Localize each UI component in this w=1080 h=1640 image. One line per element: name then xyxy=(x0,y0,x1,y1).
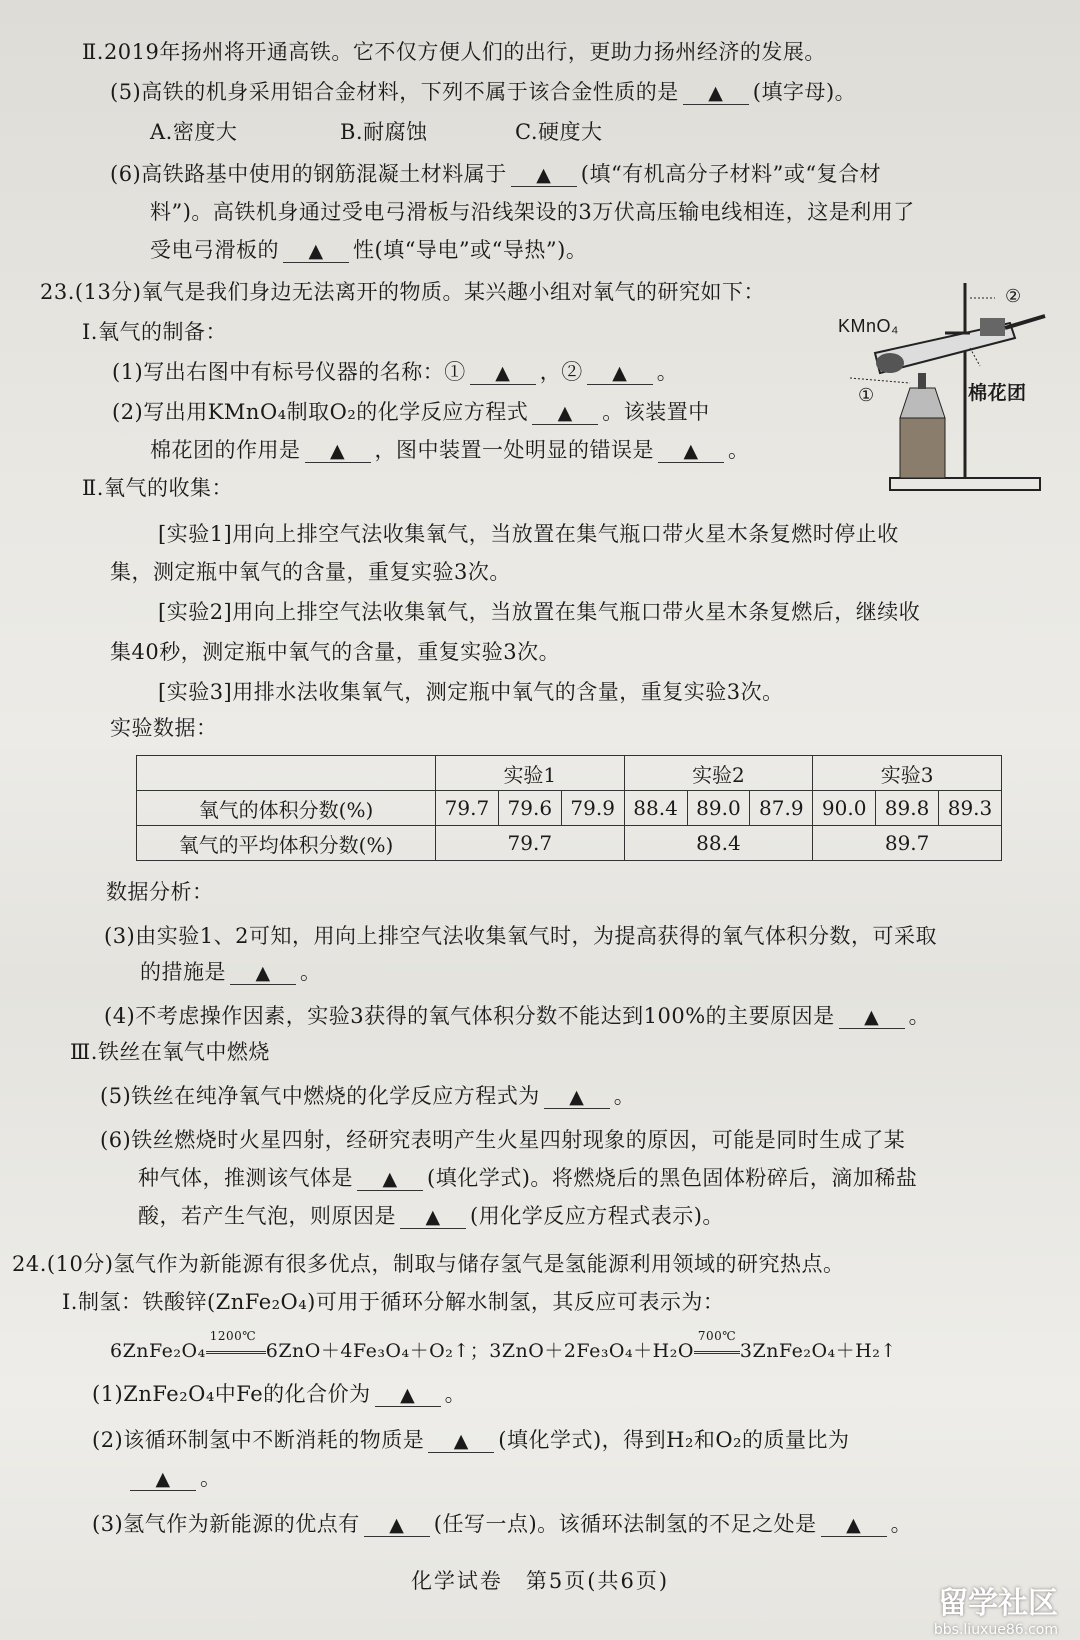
cell: 79.7 xyxy=(436,791,499,826)
answer-blank[interactable] xyxy=(587,361,653,385)
text: ，② xyxy=(539,360,583,384)
text-line xyxy=(126,1462,222,1492)
cell: 89.8 xyxy=(876,791,939,826)
cell: 87.9 xyxy=(750,791,813,826)
question-1 xyxy=(92,1378,466,1408)
cell: 79.6 xyxy=(498,791,561,826)
question-title: 23.(13分)氧气是我们身边无法离开的物质。某兴趣小组对氧气的研究如下： xyxy=(40,280,766,304)
text: 的措施是 xyxy=(140,960,226,984)
cell: 90.0 xyxy=(813,791,876,826)
question-3: (3)由实验1、2可知，用向上排空气法收集氧气时，为提高获得的氧气体积分数，可采取 xyxy=(104,924,937,948)
header-cell: 实验2 xyxy=(624,756,813,791)
answer-blank[interactable] xyxy=(130,1467,196,1491)
answer-blank[interactable] xyxy=(283,239,349,263)
answer-blank[interactable] xyxy=(305,439,371,463)
label-cotton: 棉花团 xyxy=(968,382,1027,404)
question-6: (6)铁丝燃烧时火星四射，经研究表明产生火星四射现象的原因，可能是同时生成了某 xyxy=(100,1128,906,1152)
data-label: 实验数据： xyxy=(110,716,218,740)
answer-blank[interactable] xyxy=(230,961,296,985)
answer-blank[interactable] xyxy=(511,163,577,187)
text: ，图中装置一处明显的错误是 xyxy=(374,438,654,462)
text: 。 xyxy=(300,960,322,984)
table-corner xyxy=(137,756,436,791)
text: 。 xyxy=(890,1512,913,1536)
text: (任写一点)。该循环法制氢的不足之处是 xyxy=(433,1512,817,1536)
text: (1)ZnFe₂O₄中Fe的化合价为 xyxy=(92,1382,371,1406)
option-a: A.密度大 xyxy=(150,120,238,144)
text-line xyxy=(150,234,587,264)
section-heading: Ⅱ.氧气的收集： xyxy=(82,476,233,500)
condition-arrow xyxy=(206,1328,266,1354)
answer-blank[interactable] xyxy=(821,1513,887,1537)
condition-arrow xyxy=(694,1328,740,1354)
cell: 79.7 xyxy=(436,826,625,861)
cell: 89.3 xyxy=(939,791,1002,826)
question-4 xyxy=(104,1000,930,1030)
experiment-1: [实验1]用向上排空气法收集氧气，当放置在集气瓶口带火星木条复燃时停止收 xyxy=(158,522,899,546)
cell: 89.7 xyxy=(813,826,1002,861)
answer-blank[interactable] xyxy=(532,401,598,425)
data-table xyxy=(136,755,1002,861)
text: 3ZnFe₂O₄＋H₂↑ xyxy=(739,1340,897,1362)
text: 受电弓滑板的 xyxy=(150,238,279,262)
question-3 xyxy=(92,1508,912,1538)
section-heading: Ⅰ.氧气的制备： xyxy=(82,320,227,344)
answer-blank[interactable] xyxy=(357,1167,423,1191)
condition: 1200℃ xyxy=(209,1328,257,1343)
question-2 xyxy=(92,1424,850,1454)
text: 。该装置中 xyxy=(602,400,710,424)
option-c: C.硬度大 xyxy=(515,120,603,144)
text: 。 xyxy=(444,1382,467,1406)
row-label: 氧气的体积分数(%) xyxy=(137,791,436,826)
answer-blank[interactable] xyxy=(364,1513,430,1537)
text: 性(填“导电”或“导热”)。 xyxy=(353,238,588,262)
text: (4)不考虑操作因素，实验3获得的氧气体积分数不能达到100%的主要原因是 xyxy=(104,1004,835,1028)
text: 。 xyxy=(908,1004,931,1028)
text: 。 xyxy=(728,438,750,462)
reaction-equation xyxy=(110,1328,897,1363)
label-2: ② xyxy=(1005,286,1022,307)
section-heading: Ⅱ.2019年扬州将开通高铁。它不仅方便人们的出行，更助力扬州经济的发展。 xyxy=(82,40,826,64)
row-label: 氧气的平均体积分数(%) xyxy=(137,826,436,861)
table-row xyxy=(137,791,1002,826)
text-line xyxy=(140,956,322,986)
watermark-name: 留学社区 xyxy=(938,1586,1058,1621)
watermark-url: bbs.liuxue86.com xyxy=(933,1622,1058,1638)
text: (填化学式)，得到H₂和O₂的质量比为 xyxy=(498,1428,850,1452)
text-line: 集40秒，测定瓶中氧气的含量，重复实验3次。 xyxy=(110,640,561,664)
question-2 xyxy=(112,396,710,426)
experiment-2: [实验2]用向上排空气法收集氧气，当放置在集气瓶口带火星木条复燃后，继续收 xyxy=(158,600,921,624)
watermark xyxy=(934,1578,1058,1638)
text: (5)高铁的机身采用铝合金材料，下列不属于该合金性质的是 xyxy=(110,80,679,104)
cell: 88.4 xyxy=(624,826,813,861)
text: 酸，若产生气泡，则原因是 xyxy=(138,1204,396,1228)
text-line: 料”)。高铁机身通过受电弓滑板与沿线架设的3万伏高压输电线相连，这是利用了 xyxy=(150,200,915,224)
text-line xyxy=(138,1162,917,1192)
table-header-row xyxy=(137,756,1002,791)
header-cell: 实验3 xyxy=(813,756,1002,791)
text-line xyxy=(138,1200,724,1230)
section-heading: Ⅲ.铁丝在氧气中燃烧 xyxy=(70,1040,270,1064)
cell: 88.4 xyxy=(624,791,687,826)
cell: 89.0 xyxy=(687,791,750,826)
question-5 xyxy=(100,1080,635,1110)
question-6 xyxy=(110,158,881,188)
text: (填字母)。 xyxy=(752,80,857,104)
answer-blank[interactable] xyxy=(658,439,724,463)
question-title: 24.(10分)氢气作为新能源有很多优点，制取与储存氢气是氢能源利用领域的研究热点。 xyxy=(12,1252,845,1276)
answer-blank[interactable] xyxy=(839,1005,905,1029)
text-line xyxy=(150,434,750,464)
answer-blank[interactable] xyxy=(544,1085,610,1109)
text: 6ZnO＋4Fe₃O₄＋O₂↑；3ZnO＋2Fe₃O₄＋H₂O xyxy=(265,1340,694,1362)
analysis-label: 数据分析： xyxy=(106,880,214,904)
text: 6ZnFe₂O₄ xyxy=(110,1340,206,1362)
text: (6)高铁路基中使用的钢筋混凝土材料属于 xyxy=(110,162,507,186)
label-1: ① xyxy=(858,385,875,406)
answer-blank[interactable] xyxy=(375,1383,441,1407)
text: 。 xyxy=(200,1466,222,1490)
text: (2)写出用KMnO₄制取O₂的化学反应方程式 xyxy=(112,400,529,424)
text: (填“有机高分子材料”或“复合材 xyxy=(580,162,882,186)
header-cell: 实验1 xyxy=(436,756,625,791)
text: 棉花团的作用是 xyxy=(150,438,301,462)
text: (2)该循环制氢中不断消耗的物质是 xyxy=(92,1428,425,1452)
text: (用化学反应方程式表示)。 xyxy=(470,1204,724,1228)
label-kmno4: KMnO₄ xyxy=(838,316,899,336)
answer-blank[interactable] xyxy=(470,361,536,385)
text: 。 xyxy=(613,1084,636,1108)
text: (5)铁丝在纯净氧气中燃烧的化学反应方程式为 xyxy=(100,1084,540,1108)
text-line: 集，测定瓶中氧气的含量，重复实验3次。 xyxy=(110,560,511,584)
answer-blank[interactable] xyxy=(400,1205,466,1229)
condition: 700℃ xyxy=(697,1328,737,1343)
answer-blank[interactable] xyxy=(428,1429,494,1453)
text: 。 xyxy=(656,360,679,384)
text: (填化学式)。将燃烧后的黑色固体粉碎后，滴加稀盐 xyxy=(427,1166,918,1190)
page-footer: 化学试卷 第5页(共6页) xyxy=(410,1569,670,1593)
question-1 xyxy=(112,356,678,386)
table-row xyxy=(137,826,1002,861)
option-b: B.耐腐蚀 xyxy=(340,120,428,144)
answer-blank[interactable] xyxy=(683,81,749,105)
experiment-3: [实验3]用排水法收集氧气，测定瓶中氧气的含量，重复实验3次。 xyxy=(158,680,784,704)
text: (1)写出右图中有标号仪器的名称：① xyxy=(112,360,466,384)
section-heading: Ⅰ.制氢：铁酸锌(ZnFe₂O₄)可用于循环分解水制氢，其反应可表示为： xyxy=(62,1290,725,1314)
text: (3)氢气作为新能源的优点有 xyxy=(92,1512,360,1536)
cell: 79.9 xyxy=(561,791,624,826)
text: 种气体，推测该气体是 xyxy=(138,1166,353,1190)
question-5 xyxy=(110,76,856,106)
